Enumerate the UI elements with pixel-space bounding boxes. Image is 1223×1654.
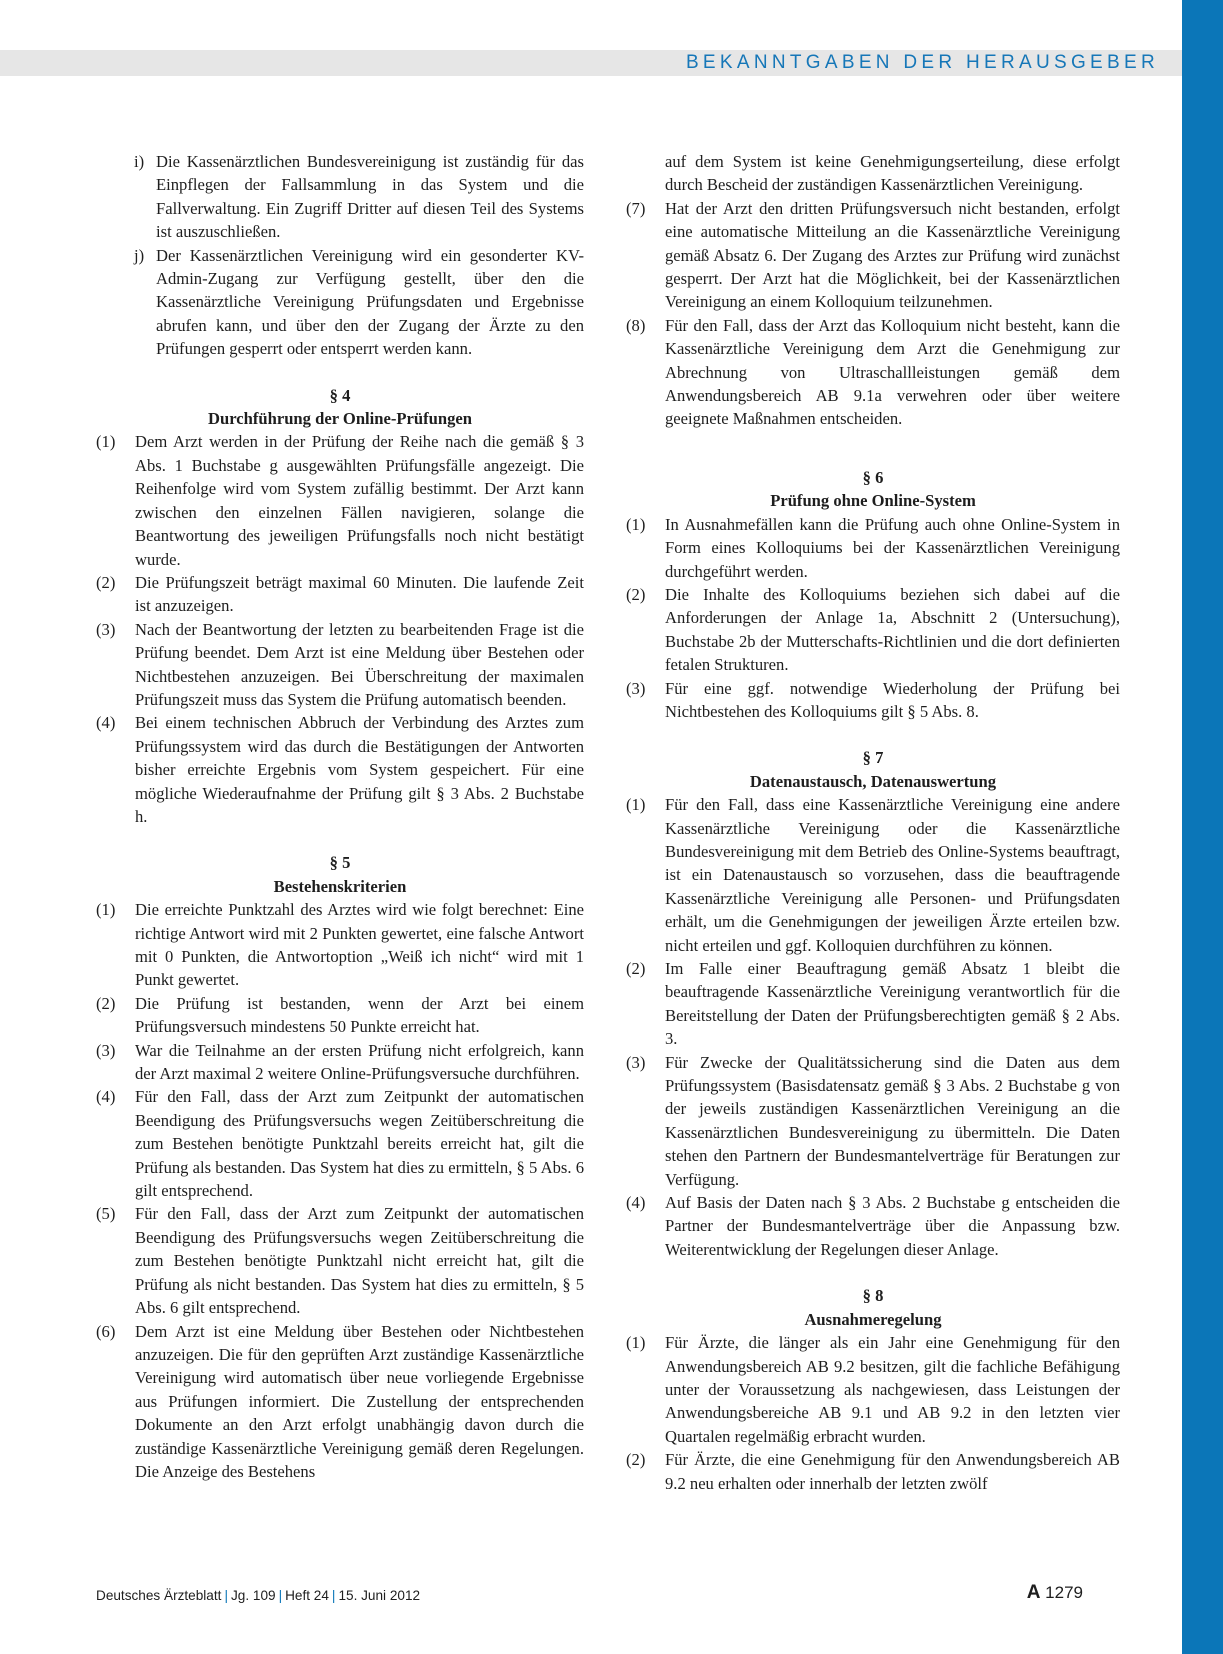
section-heading-6	[626, 466, 1120, 513]
paragraph-item	[626, 793, 1120, 957]
item-text: Die Inhalte des Kolloquiums beziehen sich dabei auf die Anforderungen der Anlage 1a, Abschnitt 2 (Untersuchung), Buchstabe 2b der Mutterschafts-Richtlinien und die dort definierten fetalen Strukturen.	[665, 584, 1120, 675]
item-text: Im Falle einer Beauftragung gemäß Absatz 1 bleibt die beauftragende Kassenärztliche Vereinigung verantwortlich für die Bereitstellung der Daten der Prüfungsberechtigten gemäß § 2 Abs. 3.	[665, 959, 1120, 1049]
item-number: i)	[134, 152, 145, 171]
paragraph-item	[96, 711, 584, 828]
paragraph-item	[626, 513, 1120, 583]
footer-citation	[96, 1588, 420, 1603]
paragraph-item	[96, 1085, 584, 1202]
item-number: (4)	[96, 713, 116, 733]
section-number: § 8	[862, 1286, 884, 1306]
item-number: (1)	[96, 900, 116, 920]
list-item	[96, 244, 584, 361]
item-number: (2)	[96, 993, 116, 1013]
item-number: (1)	[626, 514, 646, 534]
paragraph-item	[626, 1191, 1120, 1261]
section-number: § 4	[329, 385, 351, 405]
paragraph-item	[96, 618, 584, 712]
paragraph-item	[626, 1448, 1120, 1495]
section-title: Bestehenskriterien	[273, 876, 407, 896]
section-title: Ausnahmeregelung	[804, 1309, 942, 1329]
page-number-block	[1027, 1582, 1083, 1604]
item-text: Die erreichte Punktzahl des Arztes wird wie folgt berechnet: Eine richtige Antwort wird mit 2 Punkten gewertet, eine falsche Antwort mit 0 Punkten, die Antwortoption „Weiß ich nicht“ wird mit 1 Punkt gewertet.	[135, 900, 584, 990]
left-column	[96, 150, 584, 1483]
item-number: (4)	[96, 1087, 116, 1107]
item-text: Die Prüfung ist bestanden, wenn der Arzt bei einem Prüfungsversuch mindestens 50 Punkte erreicht hat.	[135, 993, 584, 1037]
item-text: Für den Fall, dass der Arzt zum Zeitpunkt der automatischen Beendigung des Prüfungsversuchs wegen Zeitüberschreitung die zum Bestehen benötigte Punktzahl bereits erreicht hat, gilt die Prüfung als bestanden. Das System hat dies zu ermitteln, § 5 Abs. 6 gilt entsprechend.	[135, 1087, 584, 1201]
paragraph-item	[96, 898, 584, 992]
paragraph-item	[626, 314, 1120, 431]
item-number: (1)	[96, 432, 116, 452]
item-text: Nach der Beantwortung der letzten zu bearbeitenden Frage ist die Prüfung beendet. Dem Arzt ist eine Meldung über Bestehen oder Nichtbestehen anzuzeigen. Bei Überschreitung der maximalen Prüfungszeit muss das System die Prüfung automatisch beenden.	[135, 619, 584, 709]
journal-date: 15. Juni 2012	[338, 1588, 421, 1603]
paragraph-item	[96, 1039, 584, 1086]
journal-name: Deutsches Ärzteblatt	[96, 1588, 222, 1603]
list-item	[96, 150, 584, 244]
item-text: Dem Arzt ist eine Meldung über Bestehen oder Nichtbestehen anzuzeigen. Die für den geprüften Arzt zuständige Kassenärztliche Vereinigung wird automatisch über neue vorliegende Ergebnisse aus Prüfungen informiert. Die Zustellung der entsprechenden Dokumente an den Arzt erfolgt unabhängig davon durch die zuständige Kassenärztliche Vereinigung gemäß deren Regelungen. Die Anzeige des Bestehens	[135, 1321, 584, 1481]
paragraph-item	[96, 430, 584, 570]
item-text: Auf Basis der Daten nach § 3 Abs. 2 Buchstabe g entscheiden die Partner der Bundesmantelverträge über die Anpassung bzw. Weiterentwicklung der Regelungen dieser Anlage.	[665, 1193, 1120, 1259]
item-text: Der Kassenärztlichen Vereinigung wird ein gesonderter KV-Admin-Zugang zur Verfügung gestellt, über den die Kassenärztliche Vereinigung Prüfungsdaten und Ergebnisse abrufen kann, und über den der Zugang der Ärzte zu den Prüfungen gesperrt oder entsperrt werden kann.	[156, 245, 584, 359]
section-heading-4	[96, 384, 584, 431]
section-title: Prüfung ohne Online-System	[770, 491, 976, 511]
item-text: Für den Fall, dass der Arzt zum Zeitpunkt der automatischen Beendigung des Prüfungsversuchs wegen Zeitüberschreitung die zum Bestehen benötigte Punktzahl nicht erreicht hat, gilt die Prüfung als nicht bestanden. Das System hat dies zu ermitteln, § 5 Abs. 6 gilt entsprechend.	[135, 1204, 584, 1318]
item-text: Hat der Arzt den dritten Prüfungsversuch nicht bestanden, erfolgt eine automatische Mitteilung an die Kassenärztliche Vereinigung gemäß Absatz 6. Der Zugang des Arztes zur Prüfung wird zunächst gesperrt. Der Arzt hat die Möglichkeit, bei der Kassenärztlichen Vereinigung an einem Kolloquium teilzunehmen.	[665, 198, 1120, 312]
item-text: Für Ärzte, die länger als ein Jahr eine Genehmigung für den Anwendungsbereich AB 9.2 besitzen, gilt die fachliche Befähigung unter der Voraussetzung als nachgewiesen, dass Leistungen der Anwendungsbereiche AB 9.1 und AB 9.2 in den letzten vier Quartalen regelmäßig erbracht wurden.	[665, 1333, 1120, 1446]
paragraph-item	[626, 1331, 1120, 1448]
item-text: Bei einem technischen Abbruch der Verbindung des Arztes zum Prüfungssystem wird das durch die Bestätigungen der Antworten bisher erreichte Ergebnis vom System gespeichert. Für eine mögliche Wiederaufnahme der Prüfung gilt § 3 Abs. 2 Buchstabe h.	[135, 713, 584, 826]
item-text: War die Teilnahme an der ersten Prüfung nicht erfolgreich, kann der Arzt maximal 2 weitere Online-Prüfungsversuche durchführen.	[135, 1040, 584, 1084]
item-text: Für den Fall, dass eine Kassenärztliche Vereinigung eine andere Kassenärztliche Vereinigung oder die Kassenärztliche Bundesvereinigung mit dem Betrieb des Online-Systems beauftragt, ist ein Datenaustausch so vorzusehen, dass die beauftragende Kassenärztliche Vereinigung alle Personen- und Prüfungsdaten erhält, um die Genehmigungen der jeweiligen Ärzte erteilen bzw. nicht erteilen und ggf. Kolloquien durchführen zu können.	[665, 795, 1120, 955]
footer-separator: |	[224, 1588, 228, 1603]
paragraph-item	[626, 957, 1120, 1051]
page-prefix: A	[1026, 1582, 1041, 1603]
paragraph-item	[96, 571, 584, 618]
paragraph-item	[626, 583, 1120, 677]
paragraph-item	[96, 1320, 584, 1484]
item-number: (3)	[626, 1052, 646, 1072]
paragraph-item	[96, 992, 584, 1039]
journal-volume: Jg. 109	[230, 1588, 276, 1603]
page-number: 1279	[1045, 1583, 1083, 1602]
item-text: Die Prüfungszeit beträgt maximal 60 Minuten. Die laufende Zeit ist anzuzeigen.	[135, 572, 584, 616]
section-heading-8	[626, 1284, 1120, 1331]
item-number: (1)	[626, 1333, 646, 1353]
item-text: Dem Arzt werden in der Prüfung der Reihe nach die gemäß § 3 Abs. 1 Buchstabe g ausgewählten Prüfungsfälle angezeigt. Die Reihenfolge wird vom System zufällig bestimmt. Der Arzt kann zwischen den einzelnen Fällen navigieren, solange die Beantwortung des jeweiligen Prüfungsfalls noch nicht bestätigt wurde.	[135, 432, 584, 569]
section-number: § 6	[862, 467, 884, 487]
item-text: Für den Fall, dass der Arzt das Kolloquium nicht besteht, kann die Kassenärztliche Vereinigung dem Arzt die Genehmigung zur Abrechnung von Ultraschallleistungen gemäß dem Anwendungsbereich AB 9.1a verwehren oder über weitere geeignete Maßnahmen entscheiden.	[665, 315, 1120, 429]
paragraph-item	[626, 1051, 1120, 1191]
footer-separator: |	[278, 1588, 283, 1603]
item-text: Für Ärzte, die eine Genehmigung für den Anwendungsbereich AB 9.2 neu erhalten oder innerhalb der letzten zwölf	[665, 1450, 1120, 1493]
paragraph-item	[626, 197, 1120, 314]
right-column	[626, 150, 1120, 1495]
section-header-title: BEKANNTGABEN DER HERAUSGEBER	[685, 52, 1159, 73]
item-number: (2)	[626, 1450, 646, 1470]
item-text: In Ausnahmefällen kann die Prüfung auch ohne Online-System in Form eines Kolloquiums bei der Kassenärztlichen Vereinigung durchgeführt werden.	[665, 514, 1120, 581]
item-number: (3)	[96, 1040, 116, 1060]
item-number: j)	[134, 245, 145, 265]
footer-separator: |	[331, 1588, 336, 1603]
item-number: (2)	[626, 959, 646, 978]
side-color-bar	[1182, 0, 1223, 1654]
item-number: (1)	[626, 795, 646, 815]
section-number: § 7	[862, 748, 884, 768]
paragraph-item	[96, 1202, 584, 1319]
section-number: § 5	[329, 853, 351, 873]
item-number: (6)	[96, 1321, 116, 1341]
item-number: (4)	[626, 1193, 646, 1213]
item-number: (8)	[626, 315, 646, 335]
section-heading-7	[626, 746, 1120, 793]
item-number: (3)	[626, 678, 646, 698]
item-number: (2)	[626, 584, 646, 604]
section-title: Datenaustausch, Datenauswertung	[749, 771, 997, 791]
item-text: Die Kassenärztlichen Bundesvereinigung ist zuständig für das Einpflegen der Fallsammlung in das System und die Fallverwaltung. Ein Zugriff Dritter auf diesen Teil des Systems ist auszuschließen.	[156, 152, 584, 242]
item-number: (5)	[96, 1204, 116, 1224]
item-number: (3)	[96, 619, 116, 639]
paragraph-item	[626, 677, 1120, 724]
item-text: auf dem System ist keine Genehmigungserteilung, diese erfolgt durch Bescheid der zuständigen Kassenärztlichen Vereinigung.	[665, 152, 1120, 195]
item-number: (2)	[96, 572, 116, 592]
paragraph-continuation	[626, 150, 1120, 197]
item-number: (7)	[626, 198, 646, 218]
section-title: Durchführung der Online-Prüfungen	[207, 409, 472, 429]
journal-issue: Heft 24	[285, 1588, 329, 1603]
item-text: Für eine ggf. notwendige Wiederholung der Prüfung bei Nichtbestehen des Kolloquiums gilt § 5 Abs. 8.	[665, 678, 1120, 721]
section-heading-5	[96, 851, 584, 898]
item-text: Für Zwecke der Qualitätssicherung sind die Daten aus dem Prüfungssystem (Basisdatensatz gemäß § 3 Abs. 2 Buchstabe g von der jeweils zuständigen Kassenärztlichen Vereinigung an die Kassenärztlichen Bundesvereinigung zu übermitteln. Die Daten stehen den Partnern der Bundesmantelverträge für Beratungen zur Verfügung.	[665, 1052, 1120, 1189]
